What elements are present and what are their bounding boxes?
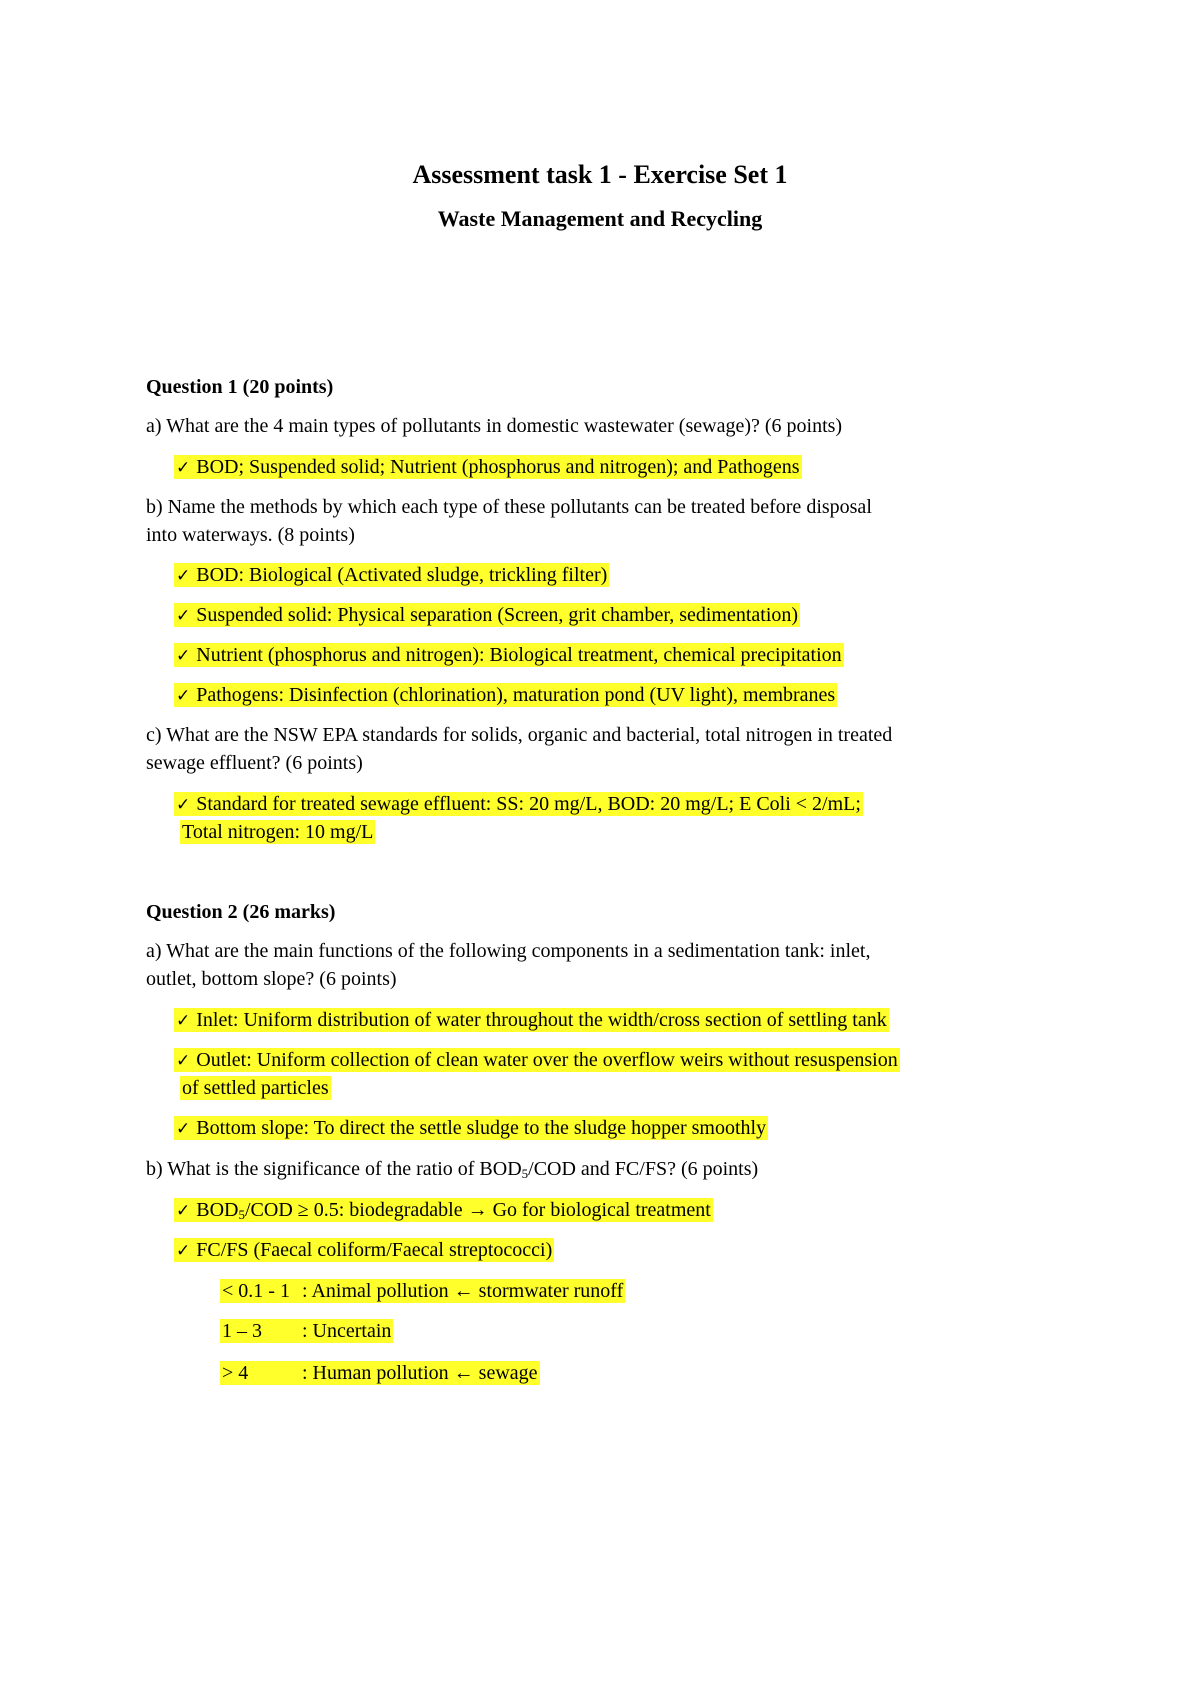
question-1b-text-line-2: into waterways. (8 points)	[146, 524, 355, 546]
question-1b-answer-3: ✓ Nutrient (phosphorus and nitrogen): Biological treatment, chemical precipitation	[176, 644, 842, 666]
question-1c-answer-line-2: Total nitrogen: 10 mg/L	[182, 821, 374, 843]
question-2a-answer-2-line-1: ✓ Outlet: Uniform collection of clean water over the overflow weirs without resuspension	[176, 1049, 898, 1071]
question-1a-text: a) What are the 4 main types of pollutants in domestic wastewater (sewage)? (6 points)	[146, 415, 843, 437]
question-2b-text: b) What is the significance of the ratio of $BOD_5$/COD and FC/FS? (6 points)	[146, 1158, 759, 1181]
check-icon: ✓	[176, 1241, 191, 1261]
ratio-row-uncertain	[220, 1317, 393, 1345]
question-2a-answer-1: ✓ Inlet: Uniform distribution of water throughout the width/cross section of settling tank	[176, 1009, 887, 1031]
check-icon: ✓	[176, 646, 191, 666]
question-1c-text-line-1: c) What are the NSW EPA standards for solids, organic and bacterial, total nitrogen in treated	[146, 724, 893, 746]
question-2a-answer-2-line-2: of settled particles	[182, 1077, 329, 1099]
document-title: Assessment task 1 - Exercise Set 1	[412, 160, 788, 189]
ratio-row-human	[220, 1359, 540, 1387]
question-2-heading: Question 2 (26 marks)	[146, 901, 336, 923]
question-2a-answer-3: ✓ Bottom slope: To direct the settle sludge to the sludge hopper smoothly	[176, 1117, 767, 1139]
check-icon: ✓	[176, 1011, 191, 1031]
check-icon: ✓	[176, 795, 191, 815]
question-1b-answer-1: ✓ BOD: Biological (Activated sludge, trickling filter)	[176, 564, 608, 586]
question-2b-answer-2: ✓ FC/FS (Faecal coliform/Faecal streptococci)	[176, 1239, 553, 1261]
check-icon: ✓	[176, 606, 191, 626]
question-1-heading: Question 1 (20 points)	[146, 376, 334, 398]
question-1b-answer-4: ✓ Pathogens: Disinfection (chlorination), maturation pond (UV light), membranes	[176, 684, 836, 706]
check-icon: ✓	[176, 566, 191, 586]
check-icon: ✓	[176, 1119, 191, 1139]
question-1b-text-line-1: b) Name the methods by which each type of these pollutants can be treated before disposal	[146, 496, 872, 518]
ratio-range: 1 – 3	[222, 1320, 262, 1342]
question-2b-answer-1: ✓ $BOD_5$/COD ≥ 0.5: biodegradable → Go for biological treatment	[176, 1199, 711, 1222]
check-icon: ✓	[176, 1201, 191, 1221]
question-1c-text-line-2: sewage effluent? (6 points)	[146, 752, 363, 774]
check-icon: ✓	[176, 686, 191, 706]
question-2a-text-line-1: a) What are the main functions of the following components in a sedimentation tank: inlet,	[146, 940, 871, 962]
ratio-row-animal	[220, 1277, 625, 1305]
ratio-meaning: : Human pollution ← sewage	[302, 1362, 538, 1384]
question-2a-text-line-2: outlet, bottom slope? (6 points)	[146, 968, 397, 990]
question-1b-answer-2: ✓ Suspended solid: Physical separation (Screen, grit chamber, sedimentation)	[176, 604, 799, 626]
check-icon: ✓	[176, 458, 191, 478]
ratio-range: < 0.1 - 1	[222, 1280, 290, 1302]
ratio-range: > 4	[222, 1362, 249, 1384]
question-1c-answer-line-1: ✓ Standard for treated sewage effluent: SS: 20 mg/L, BOD: 20 mg/L; E Coli < 2/mL;	[176, 793, 861, 815]
document-subtitle: Waste Management and Recycling	[437, 206, 763, 231]
check-icon: ✓	[176, 1051, 191, 1071]
ratio-meaning: : Animal pollution ← stormwater runoff	[302, 1280, 624, 1302]
ratio-meaning: : Uncertain	[302, 1320, 392, 1342]
question-1a-answer: ✓ BOD; Suspended solid; Nutrient (phosphorus and nitrogen); and Pathogens	[176, 456, 800, 478]
